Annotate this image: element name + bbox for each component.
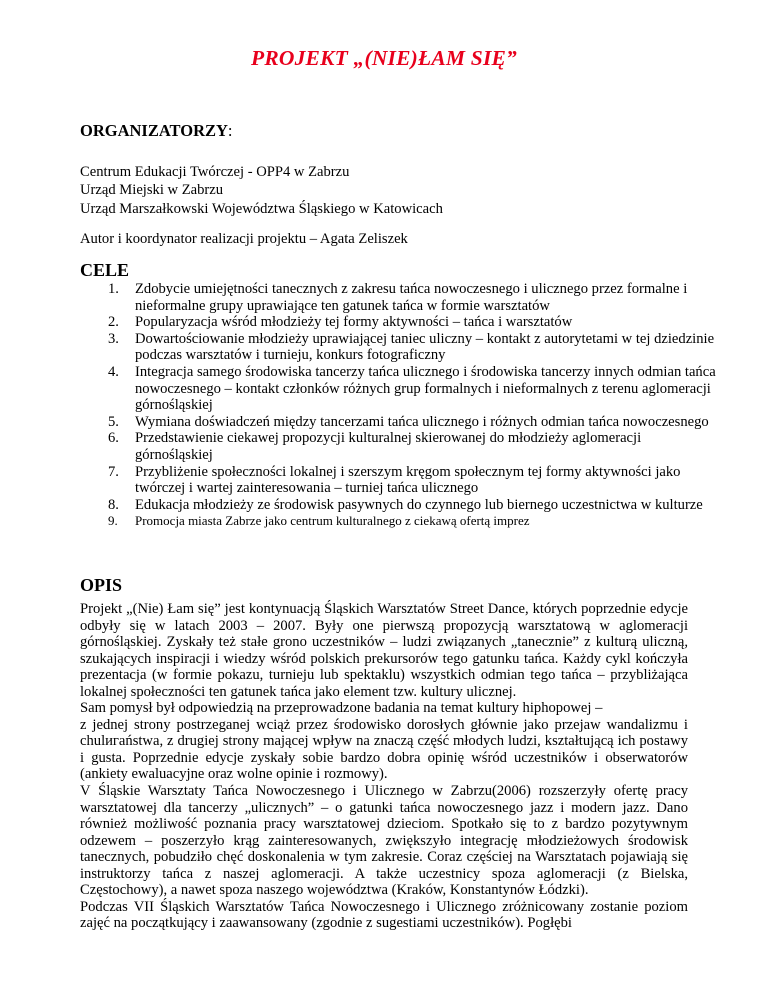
- goal-number: 1.: [108, 281, 119, 297]
- goals-heading: CELE: [80, 260, 130, 280]
- document-title: PROJEKT „(NIE)ŁAM SIĘ”: [250, 46, 518, 70]
- description-paragraph: z jednej strony postrzeganej wciąż przez środowisko dorosłych głównie jako przejaw wandalizmu i chulигаństwa, z drugiej strony mającej wpływ na znaczą część młodych ludzi, kształtującą ich postawy i gusta. Poprzednie edycje zyskały sobie bardzo dobra opinię wśród uczestników i obserwatorów (ankiety ewaluacyjne oraz wolne opinie i rozmowy).: [80, 716, 688, 783]
- goal-item: [82, 497, 722, 514]
- organizer-item: Centrum Edukacji Twórczej - OPP4 w Zabrzu: [80, 164, 350, 180]
- goal-text: Zdobycie umiejętności tanecznych z zakresu tańca nowoczesnego i ulicznego przez formalne i nieformalne grupy uprawiające ten gatunek tańca w formie warsztatów: [135, 281, 688, 314]
- goal-text: Przybliżenie społeczności lokalnej i szerszym kręgom społecznym tej formy aktywności jako twórczej i wartej zainteresowania – turniej tańca ulicznego: [135, 463, 681, 497]
- goal-text: Popularyzacja wśród młodzieży tej formy aktywności – tańca i warsztatów: [135, 314, 573, 331]
- goal-number: 2.: [108, 314, 119, 331]
- goal-number: 9.: [108, 513, 118, 529]
- organizer-item: Urząd Marszałkowski Województwa Śląskiego w Katowicach: [80, 200, 443, 217]
- goal-item: [82, 281, 722, 314]
- author-line: Autor i koordynator realizacji projektu – Agata Zeliszek: [80, 231, 408, 247]
- goal-item: [82, 414, 722, 431]
- goal-text: Dowartościowanie młodzieży uprawiającej taniec uliczny – kontakt z autorytetami w tej dziedzinie podczas warsztatów i turnieju, konkurs fotograficzny: [135, 330, 715, 364]
- goal-number: 6.: [108, 430, 119, 447]
- goal-number: 3.: [108, 330, 119, 347]
- description-paragraph: Projekt „(Nie) Łam się” jest kontynuacją Śląskich Warsztatów Street Dance, których poprzednie edycje odbyły się w latach 2003 – 2007. Były one pierwszą propozycją warsztatową w aglomeracji górnośląskiej. Zyskały też stałe grono uczestników – ludzi związanych „tanecznie” z kulturą uliczną, szukających inspiracji i wiedzy wśród polskich prekursorów tego gatunku tańca. Każdy cykl kończyła prezentacja (w formie pokazu, turnieju lub spektaklu) wszystkich odmian tego tańca – przybliżająca lokalnej społeczności ten gatunek tańca jako element tzw. kultury ulicznej.: [80, 601, 688, 700]
- goal-text: Integracja samego środowiska tancerzy tańca ulicznego i środowiska tancerzy innych odmian tańca nowoczesnego – kontakt członków różnych grup formalnych i nieformalnych z terenu aglomeracji górnośląskiej: [135, 363, 716, 414]
- goal-text: Przedstawienie ciekawej propozycji kulturalnej skierowanej do młodzieży aglomeracji górnośląskiej: [135, 430, 642, 463]
- goal-item: [82, 464, 722, 497]
- description-paragraph: Sam pomysł był odpowiedzią na przeprowadzone badania na temat kultury hiphopowej –: [80, 700, 603, 717]
- goal-item: [82, 430, 722, 463]
- goal-text: Edukacja młodzieży ze środowisk pasywnych do czynnego lub biernego uczestnictwa w kulturze: [135, 496, 703, 513]
- organizer-item: Urząd Miejski w Zabrzu: [80, 182, 224, 199]
- organizers-heading-colon: :: [227, 121, 233, 140]
- goal-number: 4.: [108, 363, 119, 380]
- description-paragraph: V Śląskie Warsztaty Tańca Nowoczesnego i Ulicznego w Zabrzu(2006) rozszerzyły ofertę pracy warsztatowej dla tancerzy „ulicznych” – o gatunki tańca nowoczesnego jazz i modern jazz. Dano również możliwość poznania pracy warsztatowej dzieciom. Spotkało się to z bardzo pozytywnym odzewem – poszerzyło krąg zainteresowanych, zwiększyło integrację młodzieżowych środowisk tanecznych, pobudziło chęć doskonalenia w tym zakresie. Coraz częściej na Warsztatach pojawiają się instruktorzy tańca z naszej aglomeracji. A także uczestnicy spoza aglomeracji (z Bielska, Częstochowy), a nawet spoza naszego województwa (Kraków, Konstantynów Łódzki).: [80, 783, 688, 899]
- organizers-list: [80, 164, 443, 219]
- description-body: [80, 601, 688, 932]
- goal-item: [82, 331, 722, 364]
- goal-item: [82, 314, 722, 331]
- goal-number: 8.: [108, 496, 119, 513]
- goals-list: [82, 281, 722, 530]
- goal-item: [82, 513, 722, 530]
- description-paragraph: Podczas VII Śląskich Warsztatów Tańca Nowoczesnego i Ulicznego zróżnicowany zostanie poziom zajęć na początkujący i zaawansowany (zgodnie z sugestiami uczestników). Pogłębi: [80, 898, 688, 932]
- goal-number: 5.: [108, 413, 119, 430]
- organizers-heading: [80, 123, 233, 140]
- description-heading: OPIS: [80, 575, 123, 595]
- goal-number: 7.: [108, 463, 119, 480]
- goal-text: Promocja miasta Zabrze jako centrum kulturalnego z ciekawą ofertą imprez: [135, 513, 530, 529]
- organizers-heading-text: ORGANIZATORZY: [80, 121, 228, 140]
- goal-item: [82, 364, 722, 414]
- goal-text: Wymiana doświadczeń między tancerzami tańca ulicznego i różnych odmian tańca nowoczesnego: [135, 413, 709, 430]
